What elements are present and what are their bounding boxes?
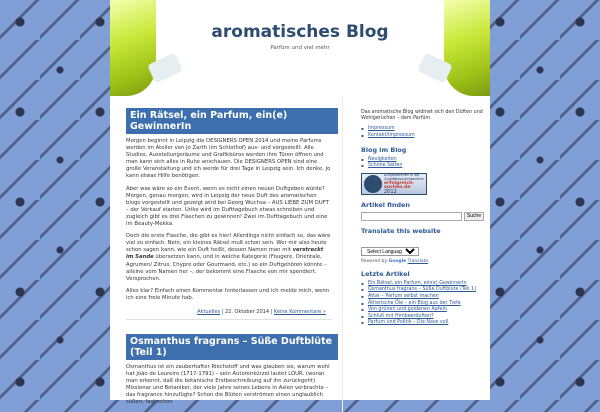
erfolgreich-suchen-badge[interactable] <box>361 173 427 195</box>
recent-post-link[interactable]: ▪ Ätherische Öle – ein Blog aus der Tiefe <box>361 301 484 308</box>
post-emphasis: verstreckt im Sande <box>126 247 324 261</box>
post-paragraph: Morgen beginnt in Leipzig die DESIGNERS OPEN 2014 und meine Parfums werden im Atelier von Jo Zarth (im Schlothof) aus- und vorgestellt. Alle Studios, Ausstellungsräume und Grafikbüros werden ihre Türen öffnen und man kann sich alles in Ruhe anschauen. Die DESIGNERS OPEN sind eine große Veranstaltung und ich werde für drei Tage in Leipzig sein. Ich denke, Jo kann etwas Hilfe benötigen. <box>126 138 331 180</box>
post-meta: Aktuelles | 22. Oktober 2014 | Keine Kommentare » <box>126 307 332 320</box>
post-date: 22. Oktober 2014 <box>225 308 270 315</box>
post <box>116 102 338 320</box>
translate-link[interactable]: Translate <box>407 258 429 264</box>
site-title[interactable]: aromatisches Blog <box>211 22 389 42</box>
post-paragraph: Osmanthus ist ein zauberhafter Riechstoff und was glauben sie, warum wohl hat João de Loureiro (1717-1791) – sein Autorenkürzel lautet LOUR. (woran man erkennt, daß die botanische Erstbeschreibung auf ihn zurückgeht) Missionar und Botaniker, der viele Jahre seines Lebens in Asien verbrachte – das fragrance hinzufügte? Schon die Blüten verströmen einen unglaublich süßen, fast schon <box>126 363 330 406</box>
recent-post-link[interactable]: ▪ Schluß mit Himbeerduften? <box>361 314 484 321</box>
recent-post-link[interactable]: ▪ Ein Rätsel, ein Parfum, ein(e) GewinnerIn <box>361 281 484 288</box>
badge-brand: erfolgreich-suchen.de <box>384 180 415 190</box>
sidebar-description: Das aromatische Blog widmet sich den Düften und Wohlgerüchen – dem Parfüm. <box>361 110 483 122</box>
post <box>116 328 338 407</box>
blog-heading: Blog im Blog <box>361 145 407 154</box>
site-tagline: Parfüm und viel mehr <box>270 45 330 51</box>
recent-post-link[interactable]: ▪ Attar – Parfum selbst machen <box>361 294 484 301</box>
search-button[interactable]: Suche <box>464 212 484 221</box>
powered-by-google <box>361 259 484 264</box>
sidebar <box>342 96 490 412</box>
site-header <box>110 0 490 96</box>
search-form <box>361 212 484 221</box>
post-title-link[interactable]: Ein Rätsel, ein Parfum, ein(e) GewinnerIn <box>126 108 338 134</box>
google-logo: Google <box>388 258 407 264</box>
sidebar-link-impressum[interactable]: ▪ Impressum <box>361 126 484 133</box>
recent-post-link[interactable]: ▪ Parfum und Politik – Die Nase voll <box>361 320 484 327</box>
translate-heading: Translate this website <box>361 226 441 235</box>
search-heading: Artikel finden <box>361 200 410 209</box>
post-text: Doch die erste Flasche, die gibt es hier! Allerdings nicht einfach so, das wäre viel zu einfach. Nein, ein kleines Rätsel muß schon sein. Wer mir also heute schon sagen kann, wie ein Duft heißt, dessen Namen man mit <box>126 233 331 254</box>
recent-post-link[interactable]: ▪ Von grünen und goldenen Äpfeln <box>361 307 484 314</box>
post-paragraph: Aber was wäre so ein Event, wenn es nicht einen neuen Duftgeben würde? Morgen, genau morgen, wird in Leipzig der neue Duft des aromatischen blogs vorgestellt und gezeigt wird bei Georg Wuchsa – AUS LIEBE ZUM DUFT – der Verkauf starten. Urike wird im Dufttagebuch etwas schreiben und zugleich gibt es drei Flaschen zu gewinnen! Zwei im Dufttagebuch und eine im Beauty-Mekka. <box>126 185 329 228</box>
post-paragraph <box>126 233 332 283</box>
search-input[interactable] <box>361 212 462 221</box>
badge-line1: Aufgenommen in die Qualitätssuchmaschine <box>384 173 424 182</box>
sidebar-link-schoene-seiten[interactable]: ▪ Schöne Seiten <box>361 163 484 170</box>
post-paragraph: Alles klar? Einfach einen Kommentar hinterlassen und ich melde mich, wenn ich eine freie Minute hab. <box>126 287 330 301</box>
recent-post-link[interactable]: ▪ Osmanthus fragrans – Süße Duftblüte (Teil 1) <box>361 287 484 294</box>
badge-text <box>384 173 426 194</box>
sidebar-link-kontakt[interactable]: ▪ Kontakt/Impressum <box>361 133 484 140</box>
main-content <box>110 96 342 412</box>
powered-by-label: Powered by <box>361 258 388 264</box>
language-select[interactable] <box>361 247 419 256</box>
post-body <box>116 138 338 302</box>
badge-seal-icon <box>364 175 382 193</box>
page-container <box>110 0 490 406</box>
post-category-link[interactable]: Aktuelles <box>197 308 221 315</box>
badge-year: 2012 <box>384 189 397 196</box>
sidebar-link-neuigkeiten[interactable]: ▪ Neuigkeiten <box>361 157 484 164</box>
post-text: übersetzen kann, und in welche Kategorie (Fougere, Orientale, Agrumen/ Zitrus, Chypre oder Gourmand, etc.) so ein Duftgehören könnte – alleine vom Namen her –, der bekommt eine Flasche von mir spendiert. Versprochen. <box>126 254 327 282</box>
recent-posts-list <box>361 281 484 327</box>
post-body <box>116 364 338 407</box>
recent-heading: Letzte Artikel <box>361 269 410 278</box>
post-title-link[interactable]: Osmanthus fragrans – Süße Duftblüte (Teil 1) <box>126 334 338 360</box>
blog-links <box>361 157 484 170</box>
post-comments-link[interactable]: Keine Kommentare » <box>273 308 326 315</box>
sidebar-top-links <box>361 126 484 139</box>
